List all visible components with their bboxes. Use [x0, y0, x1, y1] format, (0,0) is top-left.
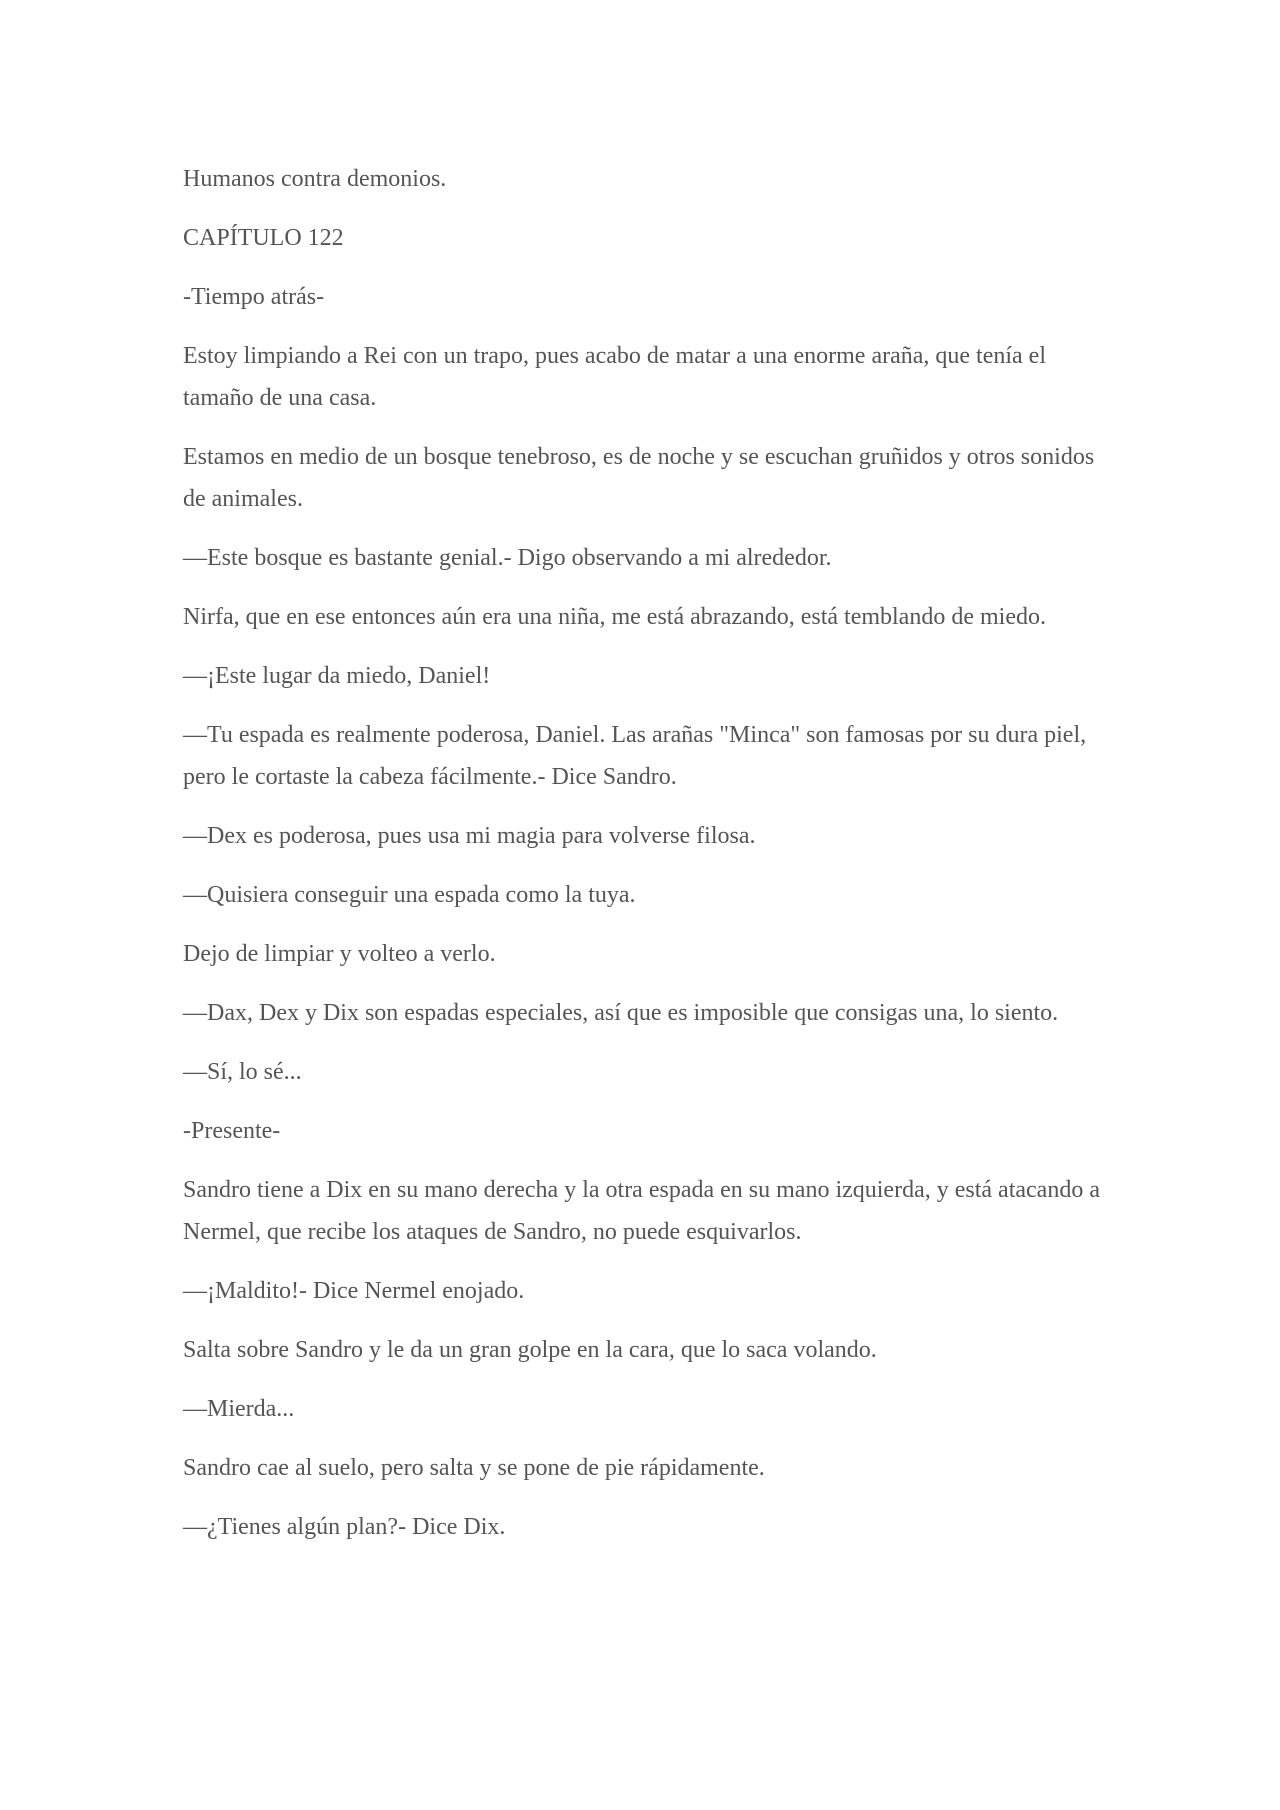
paragraph: Sandro cae al suelo, pero salta y se pone de pie rápidamente. [183, 1455, 765, 1481]
dialogue-line: —¡Este lugar da miedo, Daniel! [183, 663, 491, 689]
dialogue-line: —Mierda... [183, 1396, 295, 1422]
paragraph: Salta sobre Sandro y le da un gran golpe en la cara, que lo saca volando. [183, 1337, 877, 1363]
dialogue-line: —Dax, Dex y Dix son espadas especiales, así que es imposible que consigas una, lo siento. [183, 1000, 1059, 1026]
chapter-heading: CAPÍTULO 122 [183, 225, 344, 251]
paragraph: Dejo de limpiar y volteo a verlo. [183, 941, 496, 967]
paragraph: Sandro tiene a Dix en su mano derecha y la otra espada en su mano izquierda, y está atacando a Nermel, que recibe los ataques de Sandro, no puede esquivarlos. [183, 1177, 1100, 1245]
scene-marker: -Tiempo atrás- [183, 284, 325, 310]
paragraph: Nirfa, que en ese entonces aún era una niña, me está abrazando, está temblando de miedo. [183, 604, 1046, 630]
paragraph: Estoy limpiando a Rei con un trapo, pues acabo de matar a una enorme araña, que tenía el tamaño de una casa. [183, 343, 1047, 411]
document-title: Humanos contra demonios. [183, 166, 447, 192]
dialogue-line: —Tu espada es realmente poderosa, Daniel. Las arañas "Minca" son famosas por su dura piel, pero le cortaste la cabeza fácilmente.- Dice Sandro. [183, 722, 1087, 790]
dialogue-line: —¿Tienes algún plan?- Dice Dix. [183, 1514, 506, 1540]
dialogue-line: —Sí, lo sé... [183, 1059, 302, 1085]
dialogue-line: —Dex es poderosa, pues usa mi magia para volverse filosa. [183, 823, 756, 849]
dialogue-line: —Este bosque es bastante genial.- Digo observando a mi alrededor. [183, 545, 832, 571]
scene-marker: -Presente- [183, 1118, 281, 1144]
document-body [183, 158, 1108, 1565]
dialogue-line: —Quisiera conseguir una espada como la tuya. [183, 882, 636, 908]
paragraph: Estamos en medio de un bosque tenebroso, es de noche y se escuchan gruñidos y otros sonidos de animales. [183, 444, 1095, 512]
dialogue-line: —¡Maldito!- Dice Nermel enojado. [183, 1278, 525, 1304]
